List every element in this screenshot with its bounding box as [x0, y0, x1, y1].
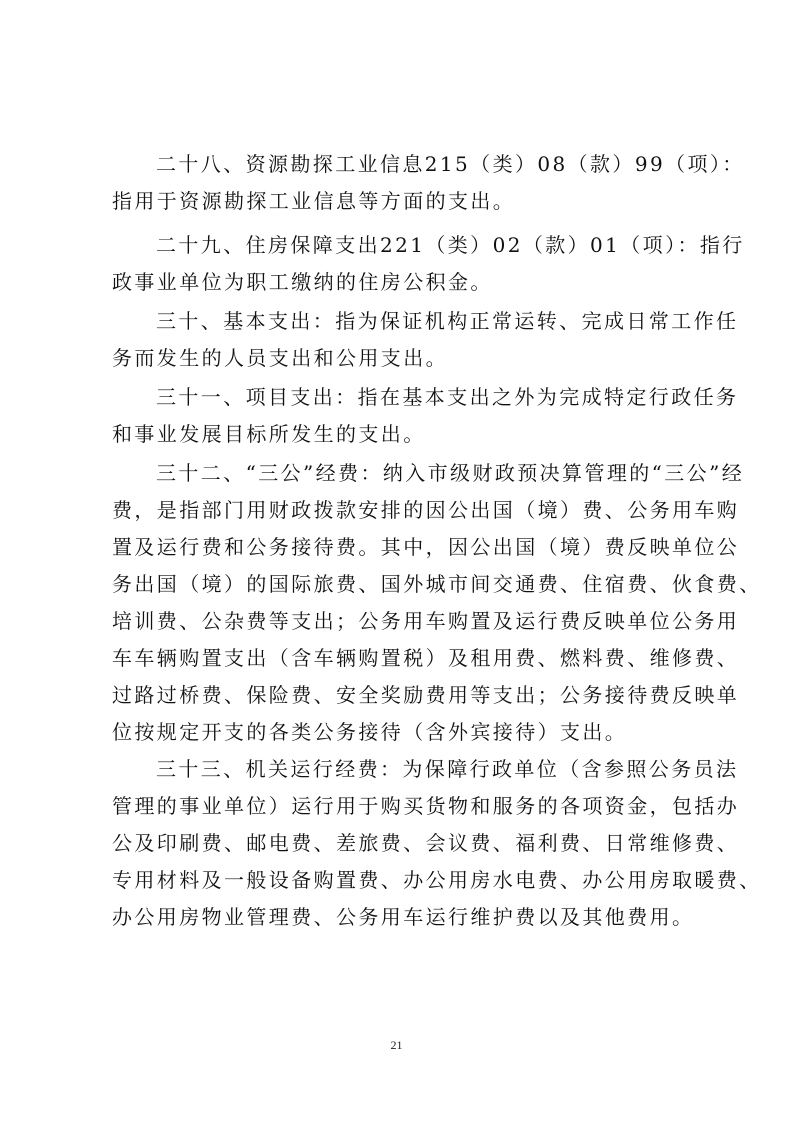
paragraph-line: 办公用房物业管理费、公务用车运行维护费以及其他费用。 — [112, 905, 695, 929]
paragraph-line: 过路过桥费、保险费、安全奖励费用等支出；公务接待费反映单 — [112, 683, 740, 707]
page-number: 21 — [390, 1038, 403, 1052]
paragraph-line: 公及印刷费、邮电费、差旅费、会议费、福利费、日常维修费、 — [112, 831, 740, 855]
paragraph-line: 位按规定开支的各类公务接待（含外宾接待）支出。 — [112, 720, 628, 744]
paragraph-30-basic-expenditure — [112, 303, 739, 377]
paragraph-line: 和事业发展目标所发生的支出。 — [112, 422, 426, 446]
paragraph-line: 务而发生的人员支出和公用支出。 — [112, 346, 448, 370]
paragraph-line: 二十九、住房保障支出221（类）02（款）01（项）：指行 — [156, 233, 745, 257]
paragraph-spacer — [112, 220, 702, 227]
paragraph-33-operating-expenses — [112, 751, 762, 936]
paragraph-31-project-expenditure — [112, 379, 739, 453]
paragraph-line: 务出国（境）的国际旅费、国外城市间交通费、住宿费、伙食费、 — [112, 572, 762, 596]
paragraph-line: 政事业单位为职工缴纳的住房公积金。 — [112, 270, 493, 294]
paragraph-line: 车车辆购置支出（含车辆购置税）及租用费、燃料费、维修费、 — [112, 646, 740, 670]
paragraph-29-housing-support — [112, 227, 745, 301]
paragraph-line: 费，是指部门用财政拨款安排的因公出国（境）费、公务用车购 — [112, 498, 740, 522]
paragraph-line: 三十三、机关运行经费：为保障行政单位（含参照公务员法 — [156, 757, 739, 781]
paragraph-line: 管理的事业单位）运行用于购买货物和服务的各项资金，包括办 — [112, 794, 740, 818]
paragraph-line: 二十八、资源勘探工业信息215（类）08（款）99（项）： — [156, 152, 745, 176]
paragraph-line: 指用于资源勘探工业信息等方面的支出。 — [112, 189, 516, 213]
paragraph-32-three-public-expenses — [112, 455, 762, 751]
paragraph-line: 培训费、公杂费等支出；公务用车购置及运行费反映单位公务用 — [112, 609, 740, 633]
paragraph-28-resource-exploration — [112, 146, 745, 220]
paragraph-line: 三十、基本支出：指为保证机构正常运转、完成日常工作任 — [156, 309, 739, 333]
document-body — [112, 146, 762, 936]
paragraph-line: 置及运行费和公务接待费。其中，因公出国（境）费反映单位公 — [112, 535, 740, 559]
paragraph-line: 三十一、项目支出：指在基本支出之外为完成特定行政任务 — [156, 385, 739, 409]
paragraph-line: 专用材料及一般设备购置费、办公用房水电费、办公用房取暖费、 — [112, 868, 762, 892]
paragraph-line: 三十二、“三公”经费：纳入市级财政预决算管理的“三公”经 — [156, 461, 745, 485]
